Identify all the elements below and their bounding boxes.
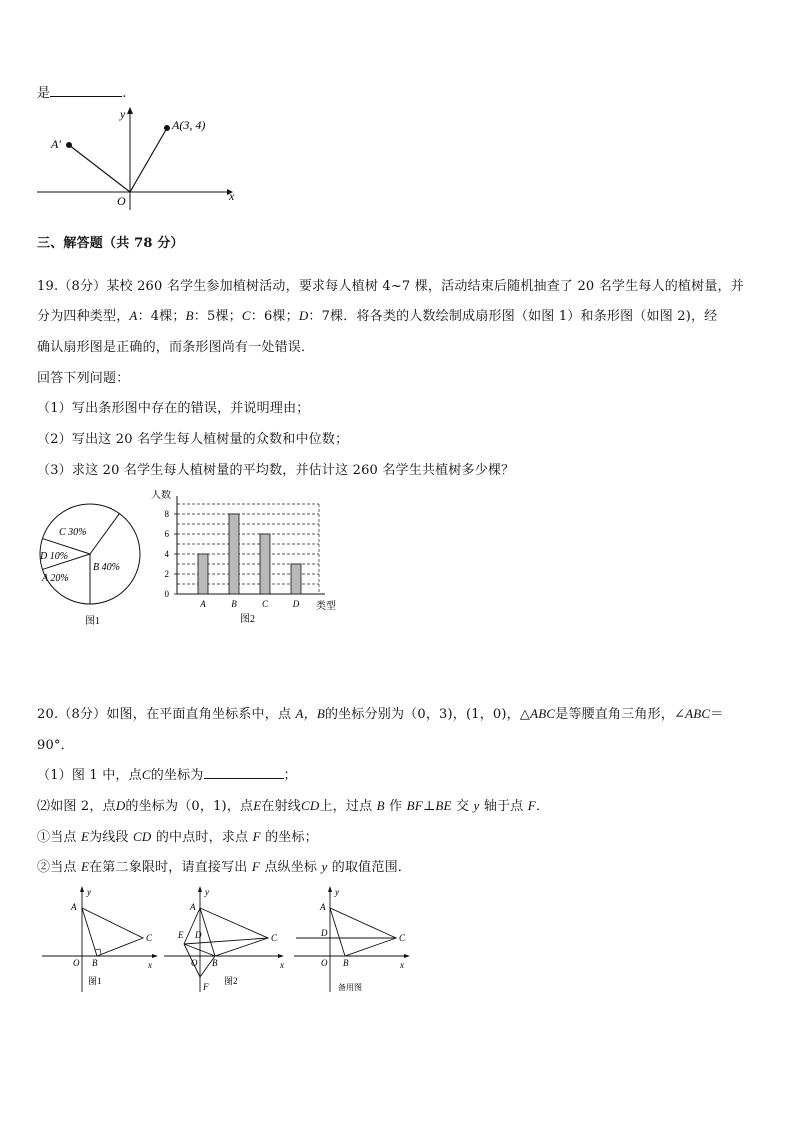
bar-ytick-label: 4 bbox=[164, 549, 169, 559]
bar-category-label: B bbox=[231, 599, 237, 609]
triangle-ABC bbox=[200, 908, 268, 956]
q20-figure-2 bbox=[162, 884, 290, 996]
q20-figure-1 bbox=[40, 884, 162, 996]
segment-OA bbox=[130, 128, 167, 192]
bar-B bbox=[229, 514, 239, 594]
bar-D bbox=[291, 564, 301, 594]
svg-text:A: A bbox=[71, 902, 77, 912]
pie-caption: 图1 bbox=[85, 616, 100, 627]
pie-chart bbox=[30, 502, 150, 630]
segment-OA-prime bbox=[69, 145, 130, 192]
x-label: x bbox=[229, 189, 235, 203]
q19-line1: 19.（8分）某校 260 名学生参加植树活动，要求每人植树 4~7 棵，活动结束后随机抽查了 20 名学生每人的植树量，并 bbox=[37, 279, 744, 294]
q20-figure-spare bbox=[292, 884, 416, 996]
bar-category-label: C bbox=[261, 599, 269, 609]
svg-text:D: D bbox=[321, 928, 328, 938]
bar-ytick-label: 2 bbox=[164, 569, 169, 579]
pie-label-A: A 20% bbox=[42, 573, 69, 584]
q20-sub1: （1）图 1 中，点C的坐标为 ； bbox=[37, 767, 297, 783]
bar-ylabel: 人数 bbox=[151, 490, 171, 501]
answer-blank bbox=[204, 766, 284, 779]
q20-sub2: ⑵如图 2，点D的坐标为（0，1)，点E在射线CD上，过点 B 作 BF⊥BE 交 y 轴于点 F． bbox=[37, 798, 550, 814]
svg-text:C: C bbox=[146, 933, 153, 943]
svg-text:y: y bbox=[87, 887, 91, 897]
q20-case1: ①当点 E为线段 CD 的中点时，求点 F 的坐标； bbox=[37, 829, 318, 845]
svg-text:E: E bbox=[178, 930, 184, 940]
svg-text:B: B bbox=[343, 958, 349, 968]
section-title: 三、解答题（共 78 分） bbox=[37, 236, 184, 251]
svg-text:y: y bbox=[205, 887, 209, 897]
q19-line3: 确认扇形图是正确的，而条形图尚有一处错误． bbox=[37, 340, 315, 355]
bar-ytick-label: 6 bbox=[164, 529, 169, 539]
bar-category-label: A bbox=[200, 599, 206, 609]
point-A-label: A(3, 4) bbox=[172, 118, 206, 132]
svg-text:y: y bbox=[335, 887, 339, 897]
svg-text:O: O bbox=[321, 958, 328, 968]
svg-text:D: D bbox=[195, 930, 202, 940]
bar-category-label: D bbox=[292, 599, 300, 609]
q18-tail-text: 是 bbox=[37, 86, 51, 101]
bar-caption: 图2 bbox=[240, 614, 255, 625]
bar-xlabel: 类型 bbox=[316, 601, 336, 612]
bar-ytick-label: 0 bbox=[164, 589, 169, 599]
pie-label-C: C 30% bbox=[59, 527, 87, 538]
svg-text:O: O bbox=[73, 958, 80, 968]
bar-A bbox=[198, 554, 208, 594]
svg-text:O: O bbox=[191, 958, 198, 968]
fig3-caption: 备用图 bbox=[338, 983, 362, 992]
pie-label-B: B 40% bbox=[93, 562, 120, 573]
svg-text:A: A bbox=[320, 902, 326, 912]
svg-text:B: B bbox=[92, 958, 98, 968]
q20-line1: 20.（8分）如图，在平面直角坐标系中，点 A，B的坐标分别为（0，3)，(1，0)，△ABC是等腰直角三角形，∠ABC＝ bbox=[37, 706, 724, 722]
svg-text:F: F bbox=[203, 982, 209, 992]
point-A-prime bbox=[66, 142, 72, 148]
svg-text:x: x bbox=[148, 960, 152, 970]
fig1-caption: 图1 bbox=[88, 976, 102, 986]
svg-text:B: B bbox=[212, 958, 218, 968]
q20-case2: ②当点 E在第二象限时，请直接写出 F 点纵坐标 y 的取值范围． bbox=[37, 859, 411, 875]
q19-sub2: （2）写出这 20 名学生每人植树量的众数和中位数； bbox=[37, 432, 349, 447]
origin-label: O bbox=[117, 194, 126, 208]
q19-sub3: （3）求这 20 名学生每人植树量的平均数，并估计这 260 名学生共植树多少棵？ bbox=[37, 463, 515, 478]
svg-text:x: x bbox=[400, 960, 404, 970]
point-A bbox=[164, 125, 170, 131]
svg-text:C: C bbox=[271, 933, 278, 943]
q20-line2: 90°． bbox=[37, 738, 74, 753]
svg-text:A: A bbox=[190, 902, 196, 912]
q19-line4: 回答下列问题： bbox=[37, 371, 130, 386]
y-label: y bbox=[120, 107, 126, 121]
q18-coordinate-figure bbox=[37, 104, 237, 212]
q19-sub1: （1）写出条形图中存在的错误，并说明理由； bbox=[37, 401, 310, 416]
q19-line2: 分为四种类型，A：4棵；B：5棵；C：6棵；D：7棵．将各类的人数绘制成扇形图（如图 1）和条形图（如图 2)，经 bbox=[37, 308, 718, 324]
triangle-ABC bbox=[330, 908, 396, 956]
q18-answer-line: 是 . bbox=[37, 86, 127, 101]
bar-ytick-label: 8 bbox=[164, 509, 169, 519]
svg-text:x: x bbox=[280, 960, 284, 970]
bar-C bbox=[260, 534, 270, 594]
fig2-caption: 图2 bbox=[224, 976, 238, 986]
triangle-ABC bbox=[82, 908, 143, 956]
bar-chart bbox=[147, 490, 347, 630]
answer-blank bbox=[50, 84, 122, 97]
point-A-prime-label: A′ bbox=[51, 137, 61, 151]
svg-text:C: C bbox=[399, 933, 406, 943]
pie-label-D: D 10% bbox=[40, 551, 69, 562]
